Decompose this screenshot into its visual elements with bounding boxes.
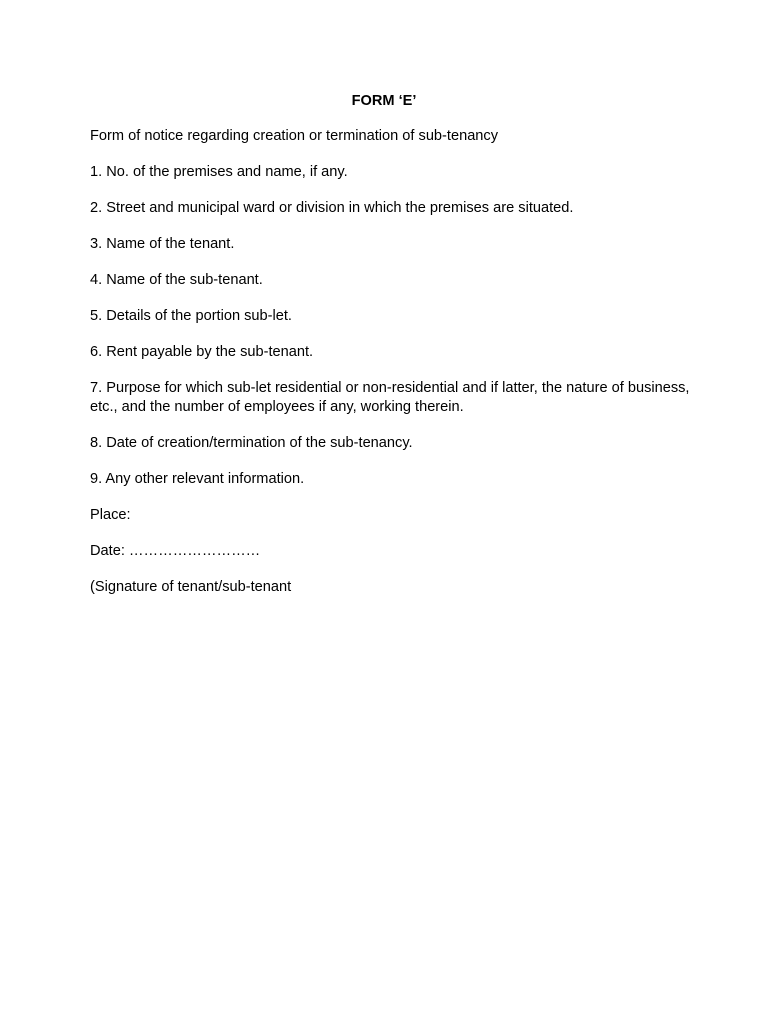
- date-label: Date: ………………………: [90, 543, 261, 559]
- form-item-4: 4. Name of the sub-tenant.: [90, 272, 263, 288]
- signature-label: (Signature of tenant/sub-tenant: [90, 579, 292, 595]
- form-subtitle: Form of notice regarding creation or termination of sub-tenancy: [90, 128, 499, 144]
- form-item-8: 8. Date of creation/termination of the sub-tenancy.: [90, 435, 413, 451]
- place-label: Place:: [90, 507, 131, 523]
- form-item-5: 5. Details of the portion sub-let.: [90, 308, 292, 324]
- form-item-7: 7. Purpose for which sub-let residential or non-residential and if latter, the nature of business, etc., and the number of employees if any, working therein.: [90, 380, 690, 415]
- form-item-1: 1. No. of the premises and name, if any.: [90, 164, 348, 180]
- form-title: FORM ‘E’: [351, 93, 417, 109]
- form-page: [90, 92, 690, 614]
- form-item-3: 3. Name of the tenant.: [90, 236, 235, 252]
- form-item-9: 9. Any other relevant information.: [90, 471, 305, 487]
- form-item-2: 2. Street and municipal ward or division in which the premises are situated.: [90, 200, 574, 216]
- form-item-6: 6. Rent payable by the sub-tenant.: [90, 344, 314, 360]
